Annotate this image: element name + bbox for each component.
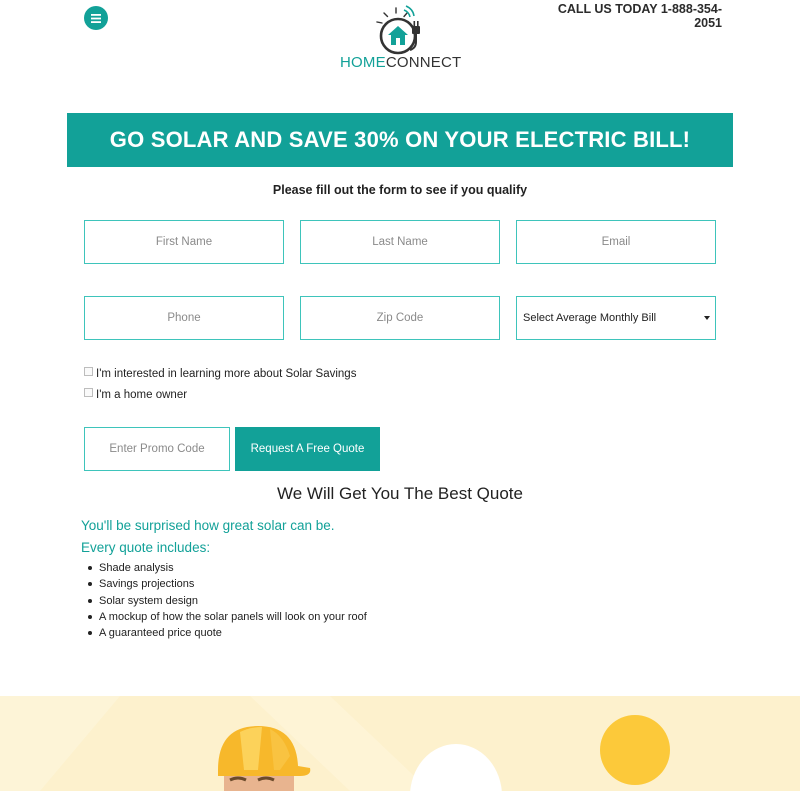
tagline-surprised: You'll be surprised how great solar can be. <box>81 518 335 533</box>
last-name-input[interactable] <box>300 220 500 264</box>
dropdown-caret-icon <box>704 316 710 320</box>
list-item: Solar system design <box>81 593 367 609</box>
best-quote-heading: We Will Get You The Best Quote <box>276 484 523 503</box>
tagline-every-quote: Every quote includes: <box>81 540 211 555</box>
home-owner-option <box>84 389 187 401</box>
sun-icon <box>600 715 670 785</box>
list-item: A mockup of how the solar panels will look on your roof <box>81 609 367 625</box>
solar-interest-label: I'm interested in learning more about Solar Savings <box>96 368 357 380</box>
phone-input[interactable] <box>84 296 284 340</box>
solar-interest-option <box>84 368 356 380</box>
monthly-bill-select[interactable] <box>516 296 716 340</box>
home-connect-logo[interactable] <box>340 4 460 70</box>
list-item: Shade analysis <box>81 560 367 576</box>
illustration-art <box>0 696 800 791</box>
promo-code-input[interactable] <box>84 427 230 471</box>
solar-interest-checkbox[interactable] <box>84 367 93 376</box>
logo-connect-text: CONNECT <box>385 54 462 71</box>
first-name-input[interactable] <box>84 220 284 264</box>
home-owner-label: I'm a home owner <box>96 389 188 401</box>
list-item: Savings projections <box>81 576 367 592</box>
house-plug-icon <box>370 4 432 56</box>
request-quote-button[interactable]: Request A Free Quote <box>235 427 380 471</box>
call-us-phone[interactable]: CALL US TODAY 1-888-354-2051 <box>557 2 722 30</box>
logo-home-text: HOME <box>340 54 386 71</box>
zip-code-input[interactable] <box>300 296 500 340</box>
hero-illustration <box>0 696 800 791</box>
list-item: A guaranteed price quote <box>81 625 367 641</box>
quote-includes-list <box>81 560 367 641</box>
form-instructions: Please fill out the form to see if you qualify <box>272 183 528 197</box>
hamburger-menu-icon <box>91 14 101 23</box>
menu-button[interactable] <box>84 6 108 30</box>
home-owner-checkbox[interactable] <box>84 388 93 397</box>
promo-banner <box>67 113 733 167</box>
monthly-bill-select-value: Select Average Monthly Bill <box>523 312 657 324</box>
banner-title: GO SOLAR AND SAVE 30% ON YOUR ELECTRIC BILL! <box>109 127 691 152</box>
email-input[interactable] <box>516 220 716 264</box>
logo-wordmark <box>340 54 460 71</box>
